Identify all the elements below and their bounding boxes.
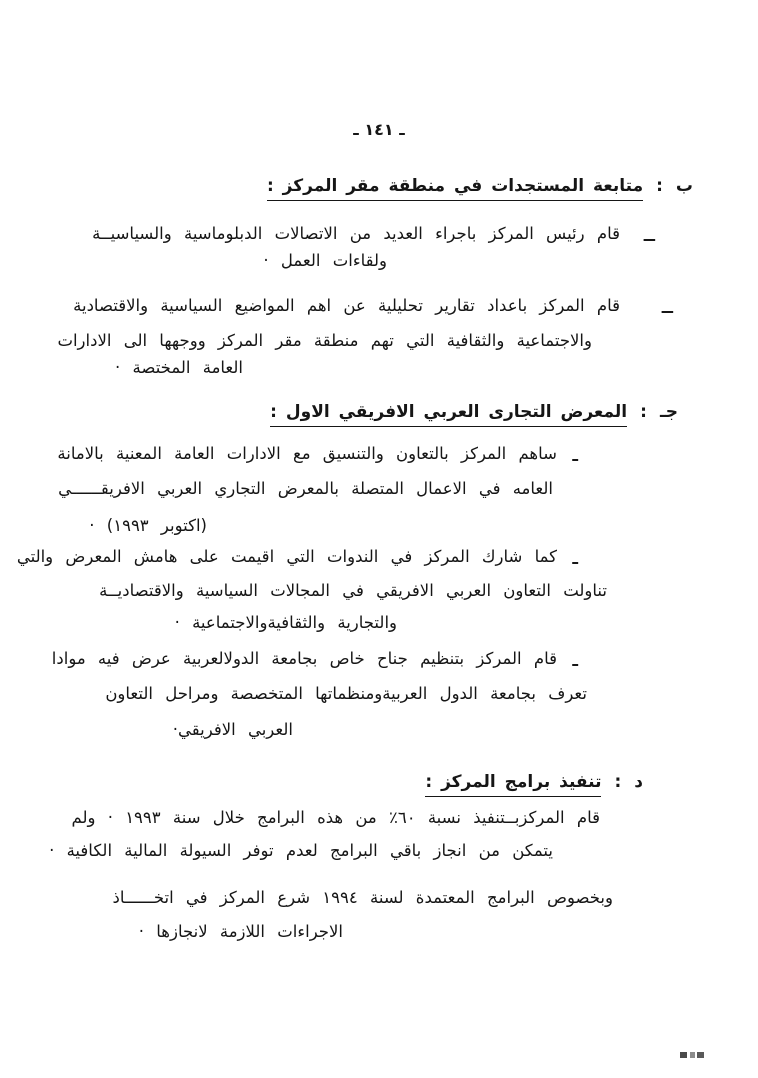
- section-d-para1-line2: يتمكن من انجاز باقي البرامج لعدم توفر السيولة المالية الكافية ·: [49, 841, 553, 860]
- page-number: ـ ١٤١ ـ: [353, 120, 405, 139]
- bullet-dash-icon: ـ: [572, 549, 578, 568]
- bullet-dash-icon: ــ: [661, 298, 673, 317]
- section-b-title: متابعة المستجدات في منطقة مقر المركز :: [267, 176, 643, 201]
- section-c-bullet1-line1: ساهم المركز بالتعاون والتنسيق مع الادارات العامة المعنية بالامانة: [57, 444, 557, 463]
- section-c-bullet1-line2: العامه في الاعمال المتصلة بالمعرض التجاري العربي الافريقــــــي: [58, 479, 553, 498]
- section-d-para1-line1: قام المركزبــتنفيذ نسبة ٦٠٪ من هذه البرامج خلال سنة ١٩٩٣ · ولم: [71, 808, 600, 827]
- section-b-heading: [267, 176, 693, 201]
- section-b-bullet2-line2: والاجتماعية والثقافية التي تهم منطقة مقر المركز ووجهها الى الادارات: [57, 331, 592, 350]
- section-c-colon: :: [640, 402, 647, 422]
- section-c-bullet2-line3: والتجارية والثقافيةوالاجتماعية ·: [174, 613, 397, 632]
- section-d-colon: :: [614, 772, 622, 792]
- section-d-heading: [425, 772, 643, 797]
- section-b-bullet2-line3: العامة المختصة ·: [115, 358, 243, 377]
- section-d-para2-line1: وبخصوص البرامج المعتمدة لسنة ١٩٩٤ شرع المركز في اتخــــــاذ: [112, 888, 613, 907]
- section-c-bullet3-line2: تعرف بجامعة الدول العربيةومنظماتها المتخصصة ومراحل التعاون: [105, 684, 587, 703]
- section-d-letter: د: [634, 772, 643, 792]
- scan-artifact: [680, 1052, 708, 1058]
- section-c-bullet1-line3: (اكتوبر ١٩٩٣) ·: [89, 516, 207, 535]
- section-d-para2-line2: الاجراءات اللازمة لانجازها ·: [138, 922, 343, 941]
- bullet-dash-icon: ــ: [643, 226, 655, 245]
- section-b-letter: ب: [675, 176, 693, 196]
- section-b-colon: :: [656, 176, 663, 196]
- bullet-dash-icon: ـ: [572, 651, 578, 670]
- section-b-bullet2-line1: قام المركز باعداد تقارير تحليلية عن اهم المواضيع السياسية والاقتصادية: [73, 296, 620, 315]
- section-b-bullet1-line2: ولقاءات العمل ·: [263, 251, 387, 270]
- section-c-bullet2-line2: تناولت التعاون العربي الافريقي في المجالات السياسية والاقتصاديــة: [99, 581, 607, 600]
- section-c-bullet2-line1: كما شارك المركز في الندوات التي اقيمت على هامش المعرض والتي: [16, 547, 557, 566]
- section-c-heading: [270, 402, 678, 427]
- section-c-bullet3-line1: قام المركز بتنظيم جناح خاص بجامعة الدولالعربية عرض فيه موادا: [51, 649, 557, 668]
- bullet-dash-icon: ـ: [572, 446, 578, 465]
- section-c-title: المعرض التجارى العربي الافريقي الاول :: [270, 402, 627, 427]
- section-c-letter: جـ: [659, 402, 678, 422]
- section-c-bullet3-line3: العربي الافريقي·: [172, 720, 293, 739]
- section-b-bullet1-line1: قام رئيس المركز باجراء العديد من الاتصالات الدبلوماسية والسياسيــة: [92, 224, 620, 243]
- section-d-title: تنفيذ برامج المركز :: [425, 772, 601, 797]
